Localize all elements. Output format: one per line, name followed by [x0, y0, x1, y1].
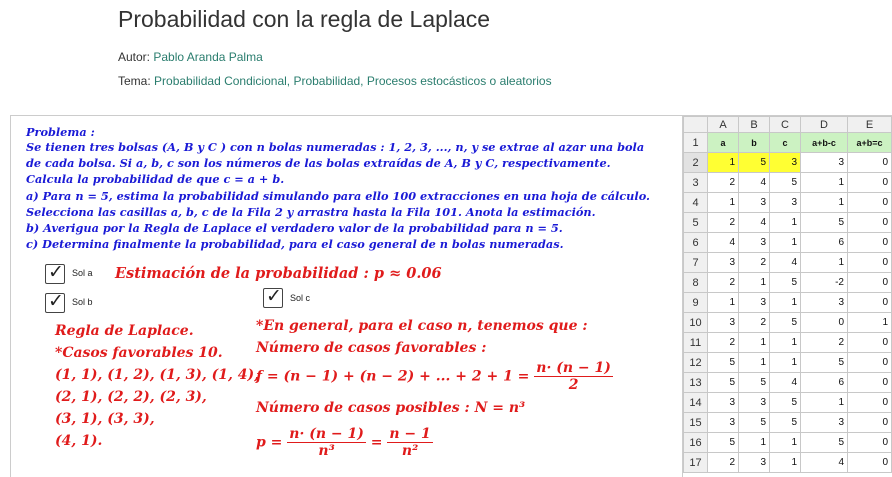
table-cell[interactable]: 1: [770, 293, 801, 313]
formula-p-denominator-2: n²: [401, 443, 419, 459]
table-cell[interactable]: 2: [708, 273, 739, 293]
problem-line-6: b) Averigua por la Regla de Laplace el verdadero valor de la probabilidad para n = 5.: [26, 221, 563, 235]
row-header[interactable]: 11: [684, 333, 708, 353]
formula-f-left: f = (n − 1) + (n − 2) + ... + 2 + 1 =: [256, 368, 530, 385]
table-cell[interactable]: 0: [848, 453, 892, 473]
table-row: [684, 133, 892, 153]
table-cell[interactable]: 2: [708, 453, 739, 473]
table-cell[interactable]: 3: [739, 453, 770, 473]
table-cell[interactable]: 0: [848, 173, 892, 193]
table-row: [684, 273, 892, 293]
row-header[interactable]: 2: [684, 153, 708, 173]
table-cell[interactable]: 1: [739, 353, 770, 373]
topic-label: Tema:: [118, 74, 151, 88]
row-header[interactable]: 9: [684, 293, 708, 313]
author-label: Autor:: [118, 50, 151, 64]
table-cell[interactable]: 3: [708, 313, 739, 333]
formula-p: [256, 426, 433, 459]
table-cell[interactable]: 3: [739, 193, 770, 213]
table-cell[interactable]: 3: [770, 193, 801, 213]
table-cell[interactable]: 0: [848, 233, 892, 253]
table-row: [684, 153, 892, 173]
sol-a-label: Sol a: [72, 268, 93, 278]
table-cell[interactable]: 5: [770, 173, 801, 193]
column-header-row: [684, 117, 892, 133]
table-cell[interactable]: 4: [739, 173, 770, 193]
table-row: [684, 333, 892, 353]
sol-a-checkbox[interactable]: [45, 261, 65, 284]
column-header-b[interactable]: B: [739, 117, 770, 133]
problem-line-4: a) Para n = 5, estima la probabilidad simulando para ello 100 extracciones en una hoja de cálculo.: [26, 189, 650, 203]
table-cell[interactable]: 1: [770, 233, 801, 253]
table-cell[interactable]: 1: [770, 353, 801, 373]
table-row: [684, 173, 892, 193]
table-cell[interactable]: 3: [801, 293, 848, 313]
formula-p-numerator-2: n − 1: [389, 426, 431, 442]
row-header[interactable]: 4: [684, 193, 708, 213]
problem-line-7: c) Determina finalmente la probabilidad, para el caso general de n bolas numeradas.: [26, 237, 564, 251]
table-cell[interactable]: 0: [848, 413, 892, 433]
row-header[interactable]: 16: [684, 433, 708, 453]
general-line-2: Número de casos favorables :: [256, 340, 487, 356]
table-cell[interactable]: 1: [801, 253, 848, 273]
table-cell[interactable]: 3: [739, 393, 770, 413]
table-cell[interactable]: 5: [708, 433, 739, 453]
row-header[interactable]: 17: [684, 453, 708, 473]
table-cell[interactable]: 2: [739, 253, 770, 273]
table-cell[interactable]: 4: [708, 233, 739, 253]
sol-b-checkbox[interactable]: [45, 290, 65, 313]
formula-p-numerator-1: n· (n − 1): [289, 426, 364, 442]
check-icon: ✓: [48, 290, 64, 312]
laplace-line-5: (4, 1).: [55, 433, 103, 449]
table-cell[interactable]: -2: [801, 273, 848, 293]
table-cell[interactable]: 0: [848, 153, 892, 173]
table-cell[interactable]: 4: [770, 253, 801, 273]
table-row: [684, 413, 892, 433]
sol-c-label: Sol c: [290, 293, 311, 303]
sol-c-checkbox[interactable]: [263, 285, 283, 308]
check-icon: ✓: [266, 285, 282, 307]
table-cell[interactable]: 2: [708, 173, 739, 193]
problem-line-3: Calcula la probabilidad de que c = a + b.: [26, 172, 285, 186]
table-cell[interactable]: 1: [801, 173, 848, 193]
table-row: [684, 353, 892, 373]
table-cell[interactable]: 1: [708, 193, 739, 213]
table-cell[interactable]: 3: [708, 393, 739, 413]
formula-f-denominator: 2: [568, 377, 579, 393]
table-cell[interactable]: 0: [848, 273, 892, 293]
topic-links[interactable]: Probabilidad Condicional, Probabilidad, Procesos estocásticos o aleatorios: [154, 74, 552, 88]
table-cell[interactable]: 2: [739, 313, 770, 333]
table-cell[interactable]: 3: [801, 413, 848, 433]
row-header[interactable]: 10: [684, 313, 708, 333]
formula-p-left: p =: [256, 434, 283, 451]
cell-header-d[interactable]: a+b-c: [801, 133, 848, 153]
table-row: [684, 453, 892, 473]
table-cell[interactable]: 6: [801, 373, 848, 393]
table-cell[interactable]: 0: [848, 193, 892, 213]
row-header[interactable]: 7: [684, 253, 708, 273]
laplace-line-1: *Casos favorables 10.: [55, 345, 223, 361]
page-title: Probabilidad con la regla de Laplace: [118, 6, 491, 32]
table-cell[interactable]: 2: [708, 213, 739, 233]
row-header[interactable]: 8: [684, 273, 708, 293]
table-cell[interactable]: 5: [801, 213, 848, 233]
table-cell[interactable]: 1: [739, 433, 770, 453]
laplace-line-3: (2, 1), (2, 2), (2, 3),: [55, 389, 207, 405]
general-line-3: Número de casos posibles : N = n³: [256, 400, 526, 416]
table-row: [684, 253, 892, 273]
table-cell[interactable]: 0: [848, 333, 892, 353]
table-cell[interactable]: 4: [739, 213, 770, 233]
row-header[interactable]: 1: [684, 133, 708, 153]
spreadsheet-view[interactable]: [682, 116, 892, 477]
table-cell[interactable]: 4: [801, 453, 848, 473]
table-cell[interactable]: 5: [770, 393, 801, 413]
table-row: [684, 233, 892, 253]
table-cell[interactable]: 1: [739, 333, 770, 353]
table-cell[interactable]: 5: [708, 353, 739, 373]
laplace-line-4: (3, 1), (3, 3),: [55, 411, 155, 427]
column-header-d[interactable]: D: [801, 117, 848, 133]
table-cell[interactable]: 1: [848, 313, 892, 333]
table-cell[interactable]: 3: [708, 253, 739, 273]
check-icon: ✓: [48, 261, 64, 283]
table-cell[interactable]: 5: [770, 273, 801, 293]
table-row: [684, 313, 892, 333]
table-cell[interactable]: 6: [801, 233, 848, 253]
column-header-e[interactable]: E: [848, 117, 892, 133]
cell-header-b[interactable]: b: [739, 133, 770, 153]
table-row: [684, 213, 892, 233]
table-cell[interactable]: 3: [770, 153, 801, 173]
table-cell[interactable]: 5: [739, 153, 770, 173]
table-row: [684, 293, 892, 313]
table-cell[interactable]: 0: [848, 253, 892, 273]
formula-f-numerator: n· (n − 1): [536, 360, 611, 376]
formula-p-fraction-2: [387, 426, 432, 459]
topic-line: [118, 74, 552, 88]
table-cell[interactable]: 0: [848, 433, 892, 453]
row-header[interactable]: 15: [684, 413, 708, 433]
row-header[interactable]: 3: [684, 173, 708, 193]
table-cell[interactable]: 5: [770, 413, 801, 433]
table-row: [684, 393, 892, 413]
cell-header-e[interactable]: a+b=c: [848, 133, 892, 153]
formula-p-denominator-1: n³: [318, 443, 335, 459]
table-cell[interactable]: 1: [770, 433, 801, 453]
table-cell[interactable]: 1: [708, 153, 739, 173]
row-header[interactable]: 5: [684, 213, 708, 233]
table-cell[interactable]: 0: [848, 213, 892, 233]
column-header-c[interactable]: C: [770, 117, 801, 133]
table-cell[interactable]: 4: [770, 373, 801, 393]
row-header[interactable]: 12: [684, 353, 708, 373]
cell-header-a[interactable]: a: [708, 133, 739, 153]
formula-p-fraction-1: [287, 426, 366, 459]
table-cell[interactable]: 1: [770, 453, 801, 473]
cell-header-c[interactable]: c: [770, 133, 801, 153]
table-cell[interactable]: 5: [770, 313, 801, 333]
table-cell[interactable]: 0: [848, 393, 892, 413]
table-cell[interactable]: 1: [739, 273, 770, 293]
table-cell[interactable]: 0: [801, 313, 848, 333]
row-header[interactable]: 13: [684, 373, 708, 393]
table-row: [684, 193, 892, 213]
general-line-1: *En general, para el caso n, tenemos que :: [256, 318, 588, 334]
table-cell[interactable]: 3: [708, 413, 739, 433]
table-cell[interactable]: 3: [801, 153, 848, 173]
table-cell[interactable]: 5: [739, 413, 770, 433]
problem-line-2: de cada bolsa. Si a, b, c son los números de las bolas extraídas de A, B y C, respectivamente.: [26, 156, 611, 170]
table-cell[interactable]: 3: [739, 233, 770, 253]
spreadsheet-grid[interactable]: [683, 116, 892, 473]
column-header-a[interactable]: A: [708, 117, 739, 133]
table-row: [684, 373, 892, 393]
corner-cell[interactable]: [684, 117, 708, 133]
table-cell[interactable]: 1: [801, 393, 848, 413]
table-cell[interactable]: 2: [801, 333, 848, 353]
table-cell[interactable]: 0: [848, 353, 892, 373]
estimation-text: Estimación de la probabilidad : p ≈ 0.06: [115, 265, 442, 282]
problem-line-0: Problema :: [26, 125, 95, 139]
table-cell[interactable]: 5: [801, 353, 848, 373]
table-cell[interactable]: 1: [708, 293, 739, 313]
laplace-line-2: (1, 1), (1, 2), (1, 3), (1, 4),: [55, 367, 260, 383]
table-cell[interactable]: 1: [770, 213, 801, 233]
formula-f: [256, 360, 613, 393]
author-link[interactable]: Pablo Aranda Palma: [153, 50, 263, 64]
laplace-line-0: Regla de Laplace.: [55, 323, 194, 339]
problem-line-1: Se tienen tres bolsas (A, B y C ) con n bolas numeradas : 1, 2, 3, ..., n, y se extrae al azar una bola: [26, 140, 645, 154]
sol-b-label: Sol b: [72, 297, 93, 307]
table-cell[interactable]: 1: [801, 193, 848, 213]
table-cell[interactable]: 3: [739, 293, 770, 313]
row-header[interactable]: 14: [684, 393, 708, 413]
formula-f-fraction: [534, 360, 613, 393]
table-cell[interactable]: 1: [770, 333, 801, 353]
formula-p-equals: =: [370, 434, 383, 451]
author-line: [118, 50, 263, 64]
table-cell[interactable]: 5: [739, 373, 770, 393]
table-cell[interactable]: 2: [708, 333, 739, 353]
table-cell[interactable]: 0: [848, 293, 892, 313]
row-header[interactable]: 6: [684, 233, 708, 253]
problem-line-5: Selecciona las casillas a, b, c de la Fila 2 y arrastra hasta la Fila 101. Anota la estimación.: [26, 205, 596, 219]
table-row: [684, 433, 892, 453]
table-cell[interactable]: 5: [801, 433, 848, 453]
table-cell[interactable]: 5: [708, 373, 739, 393]
table-cell[interactable]: 0: [848, 373, 892, 393]
